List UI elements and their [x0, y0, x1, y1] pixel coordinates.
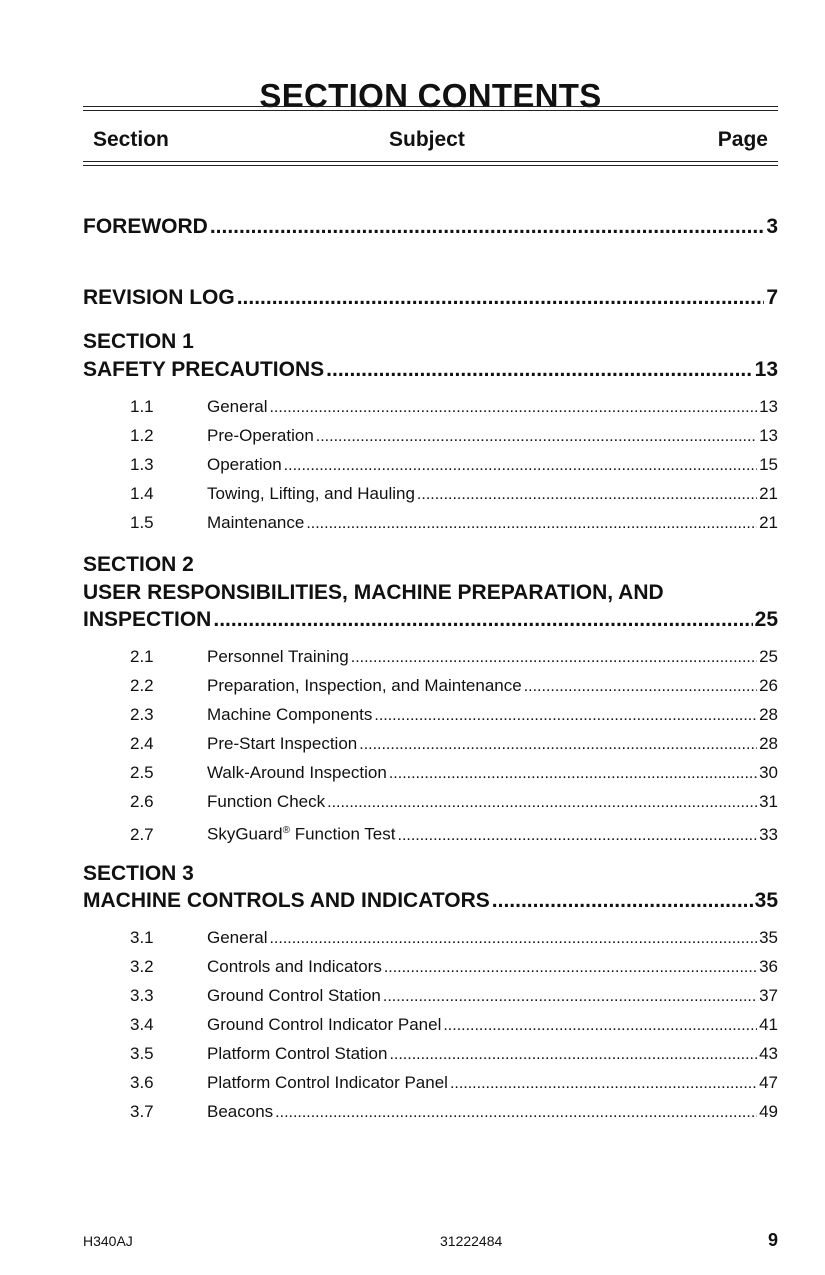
dot-leader: [351, 647, 757, 669]
toc-sub-title: Maintenance: [207, 513, 305, 532]
section-label: SECTION 1: [83, 330, 194, 353]
column-header-page: Page: [717, 128, 768, 151]
dot-leader: [275, 1102, 757, 1124]
toc-sub-title: Pre-Start Inspection: [207, 734, 358, 753]
section-label: SECTION 3: [83, 862, 194, 885]
dot-leader: [398, 825, 758, 847]
toc-sub-number: 2.3: [130, 705, 154, 724]
toc-sub-title: Machine Components: [207, 705, 373, 724]
toc-sub-title: Beacons: [207, 1102, 274, 1121]
title-rule-bottom: [83, 110, 778, 111]
dot-leader: [269, 397, 757, 419]
dot-leader: [443, 1015, 757, 1037]
toc-sub-title: Ground Control Station: [207, 986, 381, 1005]
toc-sub-entry[interactable]: [130, 985, 778, 1008]
toc-sub-number: 1.4: [130, 484, 154, 503]
toc-sub-number: 2.2: [130, 676, 154, 695]
toc-entry-section-3[interactable]: [83, 887, 778, 915]
toc-sub-entry[interactable]: [130, 704, 778, 727]
toc-sub-number: 3.7: [130, 1102, 154, 1121]
toc-sub-page: 15: [759, 455, 778, 474]
column-header-subject: Subject: [389, 128, 465, 151]
toc-sub-page: 41: [759, 1015, 778, 1034]
toc-sub-title: Pre-Operation: [207, 426, 314, 445]
toc-sub-number: 2.4: [130, 734, 154, 753]
toc-sub-page: 13: [759, 426, 778, 445]
toc-entry-page: 13: [754, 358, 778, 381]
toc-entry-title: MACHINE CONTROLS AND INDICATORS: [83, 889, 490, 912]
toc-sub-entry[interactable]: [130, 396, 778, 419]
toc-sub-entry[interactable]: [130, 762, 778, 785]
section-label: SECTION 2: [83, 553, 194, 576]
footer-page-number: 9: [767, 1230, 778, 1250]
toc-entry-title: REVISION LOG: [83, 286, 235, 309]
toc-sub-number: 2.7: [130, 824, 154, 844]
toc-entry-page: 25: [754, 608, 778, 631]
toc-sub-entry[interactable]: [130, 425, 778, 448]
toc-sub-page: 13: [759, 397, 778, 416]
toc-sub-entry[interactable]: [130, 483, 778, 506]
toc-entry-title: FOREWORD: [83, 215, 208, 238]
dot-leader: [389, 763, 757, 785]
footer-doc-number: 31222484: [440, 1233, 503, 1249]
toc-sub-entry[interactable]: [130, 791, 778, 814]
toc-sub-entry[interactable]: [130, 1072, 778, 1095]
toc-sub-page: 35: [759, 928, 778, 947]
toc-sub-title: Personnel Training: [207, 647, 349, 666]
toc-sub-page: 26: [759, 676, 778, 695]
toc-sub-page: 21: [759, 484, 778, 503]
toc-sub-number: 1.5: [130, 513, 154, 532]
toc-sub-number: 3.3: [130, 986, 154, 1005]
toc-entry-section-1[interactable]: [83, 356, 778, 384]
dot-leader: [327, 792, 757, 814]
toc-sub-entry[interactable]: [130, 675, 778, 698]
toc-sub-number: 3.1: [130, 928, 154, 947]
dot-leader: [210, 213, 764, 241]
dot-leader: [213, 606, 752, 634]
toc-sub-page: 30: [759, 763, 778, 782]
toc-sub-number: 3.4: [130, 1015, 154, 1034]
toc-sub-entry[interactable]: [130, 646, 778, 669]
section-title-line: USER RESPONSIBILITIES, MACHINE PREPARATION, AND: [83, 581, 664, 604]
toc-sub-entry[interactable]: [130, 733, 778, 756]
toc-sub-page: 28: [759, 734, 778, 753]
toc-sub-entry[interactable]: [130, 1043, 778, 1066]
toc-sub-title: Function Check: [207, 792, 326, 811]
dot-leader: [374, 705, 757, 727]
toc-sub-page: 37: [759, 986, 778, 1005]
toc-sub-title: Controls and Indicators: [207, 957, 382, 976]
toc-entry-page: 3: [766, 215, 778, 238]
toc-sub-page: 36: [759, 957, 778, 976]
dot-leader: [326, 356, 752, 384]
toc-sub-number: 3.2: [130, 957, 154, 976]
toc-sub-title: Towing, Lifting, and Hauling: [207, 484, 415, 503]
toc-sub-entry[interactable]: [130, 1101, 778, 1124]
toc-sub-title: Platform Control Indicator Panel: [207, 1073, 448, 1092]
dot-leader: [450, 1073, 757, 1095]
toc-entry-revision-log[interactable]: [83, 284, 778, 312]
toc-sub-number: 1.3: [130, 455, 154, 474]
dot-leader: [417, 484, 757, 506]
toc-sub-entry[interactable]: [130, 454, 778, 477]
toc-sub-title: Operation: [207, 455, 282, 474]
toc-entry-page: 7: [766, 286, 778, 309]
dot-leader: [284, 455, 757, 477]
toc-sub-entry[interactable]: [130, 927, 778, 950]
toc-sub-title: General: [207, 928, 268, 947]
registered-mark: ®: [282, 825, 290, 836]
toc-sub-page: 47: [759, 1073, 778, 1092]
dot-leader: [316, 426, 757, 448]
footer-model: H340AJ: [83, 1233, 133, 1249]
page-title: SECTION CONTENTS: [259, 77, 602, 114]
toc-sub-number: 1.2: [130, 426, 154, 445]
toc-sub-title: General: [207, 397, 268, 416]
toc-sub-number: 2.5: [130, 763, 154, 782]
header-rule-top: [83, 161, 778, 162]
dot-leader: [269, 928, 757, 950]
toc-sub-title-rest: Function Test: [289, 824, 396, 844]
toc-sub-title: Walk-Around Inspection: [207, 763, 387, 782]
toc-sub-page: 31: [759, 792, 778, 811]
toc-sub-entry[interactable]: [130, 820, 778, 847]
toc-sub-entry[interactable]: [130, 1014, 778, 1037]
toc-entry-page: 35: [754, 889, 778, 912]
toc-entry-foreword[interactable]: [83, 213, 778, 241]
dot-leader: [237, 284, 765, 312]
dot-leader: [383, 986, 757, 1008]
toc-sub-page: 25: [759, 647, 778, 666]
toc-sub-title: [207, 820, 396, 846]
toc-sub-page: 33: [759, 824, 778, 844]
dot-leader: [359, 734, 757, 756]
dot-leader: [524, 676, 757, 698]
toc-entry-title: SAFETY PRECAUTIONS: [83, 358, 325, 381]
dot-leader: [384, 957, 757, 979]
toc-sub-page: 43: [759, 1044, 778, 1063]
toc-sub-title: Ground Control Indicator Panel: [207, 1015, 442, 1034]
toc-sub-page: 21: [759, 513, 778, 532]
toc-sub-title-main: SkyGuard: [207, 824, 283, 844]
toc-sub-title: Platform Control Station: [207, 1044, 388, 1063]
toc-sub-number: 2.6: [130, 792, 154, 811]
toc-sub-number: 3.5: [130, 1044, 154, 1063]
toc-sub-title: Preparation, Inspection, and Maintenance: [207, 676, 522, 695]
toc-sub-number: 2.1: [130, 647, 154, 666]
toc-sub-page: 28: [759, 705, 778, 724]
dot-leader: [492, 887, 753, 915]
dot-leader: [306, 513, 757, 535]
dot-leader: [389, 1044, 757, 1066]
toc-entry-section-2[interactable]: [83, 606, 778, 634]
toc-sub-page: 49: [759, 1102, 778, 1121]
toc-sub-number: 1.1: [130, 397, 154, 416]
toc-sub-number: 3.6: [130, 1073, 154, 1092]
toc-entry-title: INSPECTION: [83, 608, 212, 631]
column-header-section: Section: [93, 128, 169, 151]
title-rule-top: [83, 106, 778, 107]
toc-sub-entry[interactable]: [130, 512, 778, 535]
toc-sub-entry[interactable]: [130, 956, 778, 979]
header-rule-bottom: [83, 165, 778, 166]
